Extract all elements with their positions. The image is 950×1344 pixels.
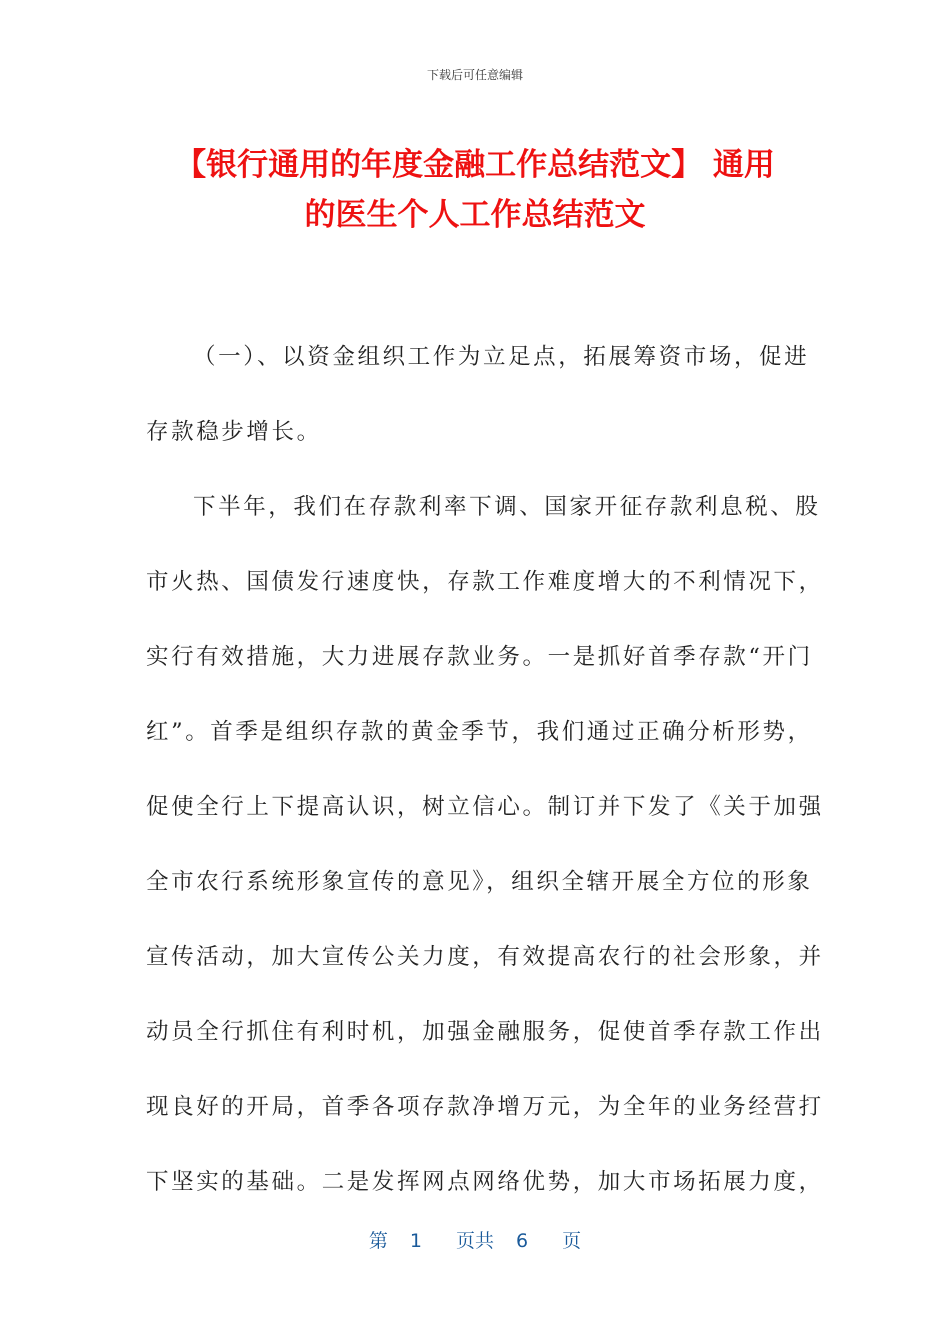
text-line: 下坚实的基础。二是发挥网点网络优势，加大市场拓展力度， — [146, 1169, 824, 1195]
footer-middle: 页共 — [455, 1230, 494, 1252]
footer-suffix: 页 — [562, 1230, 582, 1252]
text-line: 实行有效措施，大力进展存款业务。一是抓好首季存款“开门 — [146, 644, 813, 670]
footer-page-number: 1 — [409, 1230, 422, 1252]
title-line-1: 【银行通用的年度金融工作总结范文】 通用 — [175, 147, 775, 183]
footer-prefix: 第 — [368, 1230, 388, 1252]
footer-total-pages: 6 — [516, 1230, 529, 1252]
text-line: 市火热、国债发行速度快，存款工作难度增大的不利情况下， — [146, 569, 824, 595]
text-line: 存款稳步增长。 — [146, 419, 322, 445]
text-line: 下半年，我们在存款利率下调、国家开征存款利息税、股 — [193, 494, 821, 520]
page-footer — [0, 1226, 950, 1253]
header-note: 下载后可任意编辑 — [426, 68, 523, 82]
body-text — [146, 320, 824, 1220]
text-line: 动员全行抓住有利时机，加强金融服务，促使首季存款工作出 — [146, 1019, 824, 1045]
title-line-2: 的医生个人工作总结范文 — [304, 197, 646, 233]
text-line: （一）、以资金组织工作为立足点，拓展筹资市场，促进 — [193, 344, 810, 370]
text-line: 宣传活动，加大宣传公关力度，有效提高农行的社会形象，并 — [146, 944, 824, 970]
text-line: 促使全行上下提高认识，树立信心。制订并下发了《关于加强 — [146, 794, 824, 820]
text-line: 红”。首季是组织存款的黄金季节，我们通过正确分析形势， — [146, 719, 813, 745]
text-line: 现良好的开局，首季各项存款净增万元，为全年的业务经营打 — [146, 1094, 824, 1120]
document-title — [140, 140, 810, 240]
text-line: 全市农行系统形象宣传的意见》，组织全辖开展全方位的形象 — [146, 869, 813, 895]
